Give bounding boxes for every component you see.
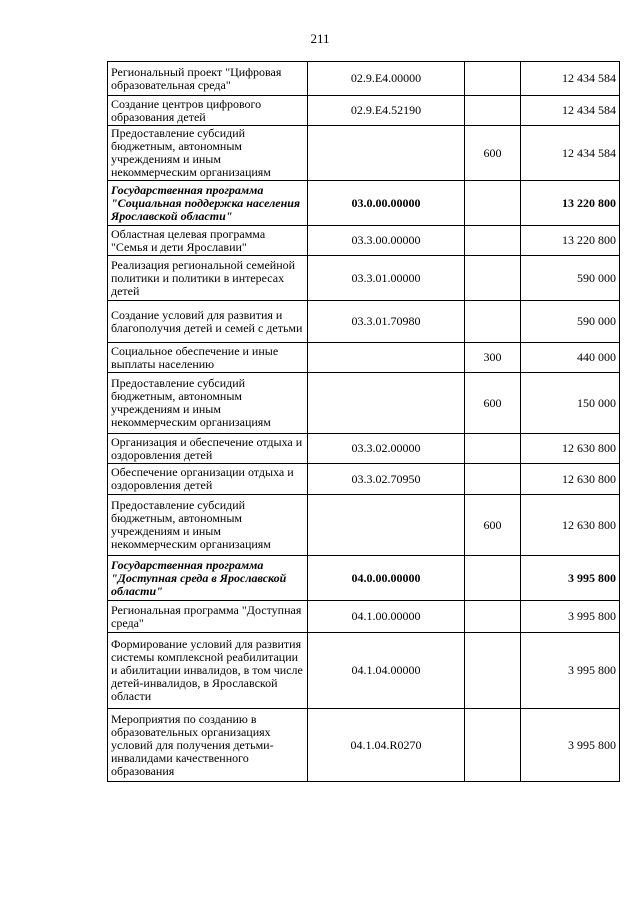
row-name-cell: Создание условий для развития и благополучия детей и семей с детьми (108, 301, 308, 343)
row-name-cell: Региональный проект "Цифровая образовательная среда" (108, 62, 308, 96)
row-name-cell: Предоставление субсидий бюджетным, автономным учреждениям и иным некоммерческим организациям (108, 373, 308, 434)
table-row (108, 96, 620, 126)
row-code-cell: 03.3.02.00000 (308, 434, 465, 464)
table-row (108, 556, 620, 601)
row-code-cell: 03.3.00.00000 (308, 226, 465, 256)
row-name-cell: Организация и обеспечение отдыха и оздоровления детей (108, 434, 308, 464)
row-name-cell: Предоставление субсидий бюджетным, автономным учреждениям и иным некоммерческим организациям (108, 126, 308, 181)
row-expense-type-cell: 600 (465, 126, 521, 181)
row-amount-cell: 440 000 (521, 343, 620, 373)
row-expense-type-cell (465, 181, 521, 226)
table-row (108, 226, 620, 256)
row-code-cell: 03.3.02.70950 (308, 464, 465, 495)
row-name-cell: Реализация региональной семейной политики и политики в интересах детей (108, 256, 308, 301)
row-expense-type-cell: 300 (465, 343, 521, 373)
row-name-cell: Создание центров цифрового образования детей (108, 96, 308, 126)
table-row (108, 126, 620, 181)
row-name-cell: Социальное обеспечение и иные выплаты населению (108, 343, 308, 373)
row-code-cell (308, 126, 465, 181)
table-row (108, 633, 620, 709)
row-expense-type-cell: 600 (465, 373, 521, 434)
row-code-cell: 04.0.00.00000 (308, 556, 465, 601)
table-row (108, 495, 620, 556)
row-code-cell: 03.0.00.00000 (308, 181, 465, 226)
row-amount-cell: 12 434 584 (521, 62, 620, 96)
row-amount-cell: 590 000 (521, 256, 620, 301)
row-expense-type-cell (465, 709, 521, 782)
row-code-cell (308, 373, 465, 434)
row-code-cell (308, 495, 465, 556)
row-amount-cell: 3 995 800 (521, 709, 620, 782)
row-amount-cell: 13 220 800 (521, 226, 620, 256)
row-name-cell: Мероприятия по созданию в образовательных организациях условий для получения детьми-инвалидами качественного образования (108, 709, 308, 782)
table-row (108, 434, 620, 464)
row-code-cell: 02.9.E4.00000 (308, 62, 465, 96)
row-amount-cell: 3 995 800 (521, 633, 620, 709)
row-name-cell: Региональная программа "Доступная среда" (108, 601, 308, 633)
row-expense-type-cell (465, 96, 521, 126)
row-code-cell: 03.3.01.70980 (308, 301, 465, 343)
row-expense-type-cell (465, 464, 521, 495)
row-code-cell: 03.3.01.00000 (308, 256, 465, 301)
row-amount-cell: 12 630 800 (521, 495, 620, 556)
table-row (108, 343, 620, 373)
row-code-cell (308, 343, 465, 373)
row-expense-type-cell (465, 226, 521, 256)
row-name-cell: Формирование условий для развития системы комплексной реабилитации и абилитации инвалидов, в том числе детей-инвалидов, в Ярославской области (108, 633, 308, 709)
table-row (108, 601, 620, 633)
row-name-cell: Предоставление субсидий бюджетным, автономным учреждениям и иным некоммерческим организациям (108, 495, 308, 556)
row-name-cell: Областная целевая программа "Семья и дети Ярославии" (108, 226, 308, 256)
table-row (108, 62, 620, 96)
table-row (108, 181, 620, 226)
row-code-cell: 02.9.E4.52190 (308, 96, 465, 126)
row-expense-type-cell (465, 62, 521, 96)
row-expense-type-cell: 600 (465, 495, 521, 556)
row-amount-cell: 3 995 800 (521, 601, 620, 633)
row-expense-type-cell (465, 601, 521, 633)
row-code-cell: 04.1.04.00000 (308, 633, 465, 709)
row-amount-cell: 13 220 800 (521, 181, 620, 226)
row-amount-cell: 12 434 584 (521, 126, 620, 181)
row-name-cell: Государственная программа "Доступная среда в Ярославской области" (108, 556, 308, 601)
row-amount-cell: 590 000 (521, 301, 620, 343)
budget-table (107, 61, 620, 782)
table-row (108, 301, 620, 343)
row-amount-cell: 12 630 800 (521, 464, 620, 495)
row-code-cell: 04.1.00.00000 (308, 601, 465, 633)
row-expense-type-cell (465, 256, 521, 301)
table-row (108, 373, 620, 434)
table-row (108, 709, 620, 782)
row-amount-cell: 12 434 584 (521, 96, 620, 126)
row-amount-cell: 3 995 800 (521, 556, 620, 601)
table-row (108, 464, 620, 495)
row-expense-type-cell (465, 434, 521, 464)
row-code-cell: 04.1.04.R0270 (308, 709, 465, 782)
page-number: 211 (310, 31, 330, 46)
table-row (108, 256, 620, 301)
row-name-cell: Государственная программа "Социальная поддержка населения Ярославской области" (108, 181, 308, 226)
row-name-cell: Обеспечение организации отдыха и оздоровления детей (108, 464, 308, 495)
row-expense-type-cell (465, 301, 521, 343)
row-expense-type-cell (465, 633, 521, 709)
row-expense-type-cell (465, 556, 521, 601)
row-amount-cell: 12 630 800 (521, 434, 620, 464)
row-amount-cell: 150 000 (521, 373, 620, 434)
